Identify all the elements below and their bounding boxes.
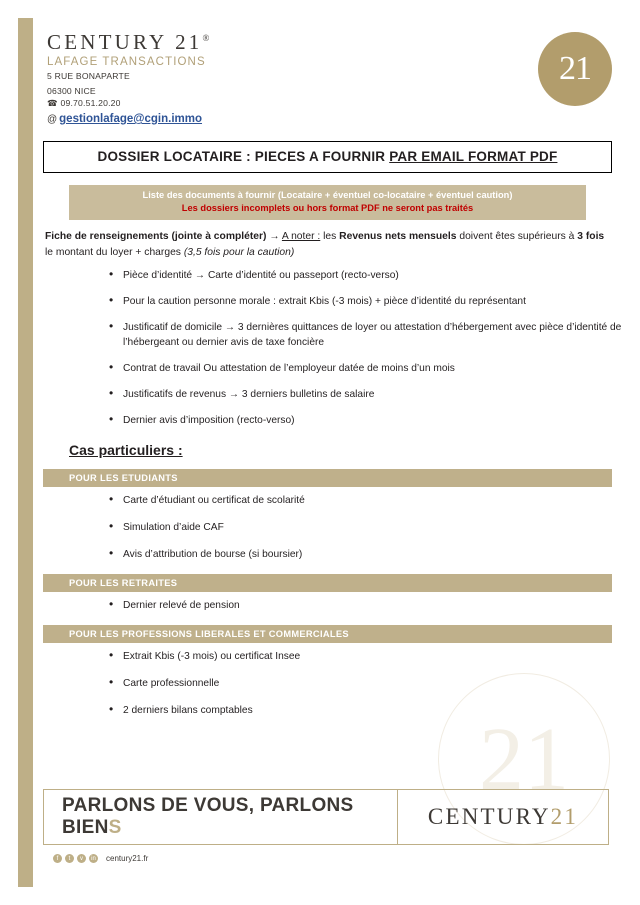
intro-bold-1: Fiche de renseignements (jointe à compléter) <box>45 231 267 242</box>
youtube-icon[interactable]: v <box>77 854 86 863</box>
registered-mark: ® <box>202 33 210 43</box>
list-item: • 2 derniers bilans comptables <box>109 703 622 718</box>
notice-line-2: Les dossiers incomplets ou hors format PDF ne seront pas traités <box>181 203 474 213</box>
intro-arrow: → <box>266 231 282 242</box>
student-document-list <box>33 493 622 562</box>
address-line-1: 5 RUE BONAPARTE <box>47 71 130 81</box>
agency-name: LAFAGE TRANSACTIONS <box>47 56 206 68</box>
main-document-list <box>33 268 622 428</box>
intro-text-3: le montant du loyer + charges <box>45 247 184 258</box>
profession-document-list <box>33 649 622 718</box>
intro-bold-2: Revenus nets mensuels <box>339 231 457 242</box>
special-cases-heading: Cas particuliers : <box>69 442 183 458</box>
footer-banner <box>43 789 609 845</box>
document-header <box>33 18 622 133</box>
category-band-retirees: POUR LES RETRAITES <box>43 574 612 592</box>
retiree-document-list <box>33 598 622 613</box>
list-item: • Extrait Kbis (-3 mois) ou certificat Insee <box>109 649 622 664</box>
notice-line-1: Liste des documents à fournir (Locataire + éventuel co-locataire + éventuel caution) <box>142 190 513 200</box>
intro-text-1: les <box>320 231 340 242</box>
email-row <box>47 113 622 125</box>
list-item: • Pièce d’identité → Carte d’identité ou passeport (recto-verso) <box>109 268 622 283</box>
footer-logo <box>397 790 608 844</box>
century21-logo: 21 <box>538 32 612 106</box>
footer-logo-word: CENTURY <box>427 804 551 829</box>
facebook-icon[interactable]: f <box>53 854 62 863</box>
footer-slogan-accent: S <box>108 817 122 838</box>
list-item: • Avis d’attribution de bourse (si boursier) <box>109 547 622 562</box>
list-item: • Carte d’étudiant ou certificat de scolarité <box>109 493 622 508</box>
list-item: • Contrat de travail Ou attestation de l’employeur datée de moins d’un mois <box>109 361 622 376</box>
website-url[interactable]: century21.fr <box>106 854 149 863</box>
email-link[interactable]: gestionlafage@cgin.immo <box>59 113 203 125</box>
document-title-box <box>43 141 612 173</box>
at-icon: @ <box>47 114 58 125</box>
list-item: • Simulation d’aide CAF <box>109 520 622 535</box>
address-line-2: 06300 NICE <box>47 85 96 96</box>
intro-bold-3: 3 fois <box>577 231 605 242</box>
watermark-logo: 21 <box>438 673 610 845</box>
list-item: • Carte professionnelle <box>109 676 622 691</box>
footer-slogan-main: PARLONS DE VOUS, PARLONS BIEN <box>62 795 354 838</box>
footer-slogan <box>44 795 397 839</box>
list-item: • Dernier relevé de pension <box>109 598 622 613</box>
list-item: • Pour la caution personne morale : extrait Kbis (-3 mois) + pièce d’identité du représentant <box>109 294 622 309</box>
category-band-students: POUR LES ETUDIANTS <box>43 469 612 487</box>
category-band-professions: POUR LES PROFESSIONS LIBERALES ET COMMERCIALES <box>43 625 612 643</box>
left-gold-bar <box>18 18 33 887</box>
list-item: • Justificatifs de revenus → 3 derniers bulletins de salaire <box>109 387 622 402</box>
document-content <box>33 18 622 887</box>
notice-banner <box>69 185 586 220</box>
page-title-underlined: PAR EMAIL FORMAT PDF <box>389 149 558 164</box>
social-links-row <box>53 854 148 863</box>
intro-text-2: doivent êtes supérieurs à <box>456 231 578 242</box>
brand-name: CENTURY 21® <box>47 30 210 54</box>
intro-italic: (3,5 fois pour la caution) <box>183 247 295 258</box>
list-item: • Justificatif de domicile → 3 dernières quittances de loyer ou attestation d’hébergement avec pièce d’identité de l’hébergeant ou dernier avis de taxe foncière <box>109 320 622 350</box>
list-item: • Dernier avis d’imposition (recto-verso) <box>109 413 622 428</box>
intro-paragraph <box>45 229 610 261</box>
footer-logo-number: 21 <box>550 804 579 829</box>
intro-note-label: A noter : <box>281 231 321 242</box>
page-title: DOSSIER LOCATAIRE : PIECES A FOURNIR <box>97 149 390 164</box>
phone-number: ☎ 09.70.51.20.20 <box>47 98 121 108</box>
linkedin-icon[interactable]: in <box>89 854 98 863</box>
twitter-icon[interactable]: t <box>65 854 74 863</box>
